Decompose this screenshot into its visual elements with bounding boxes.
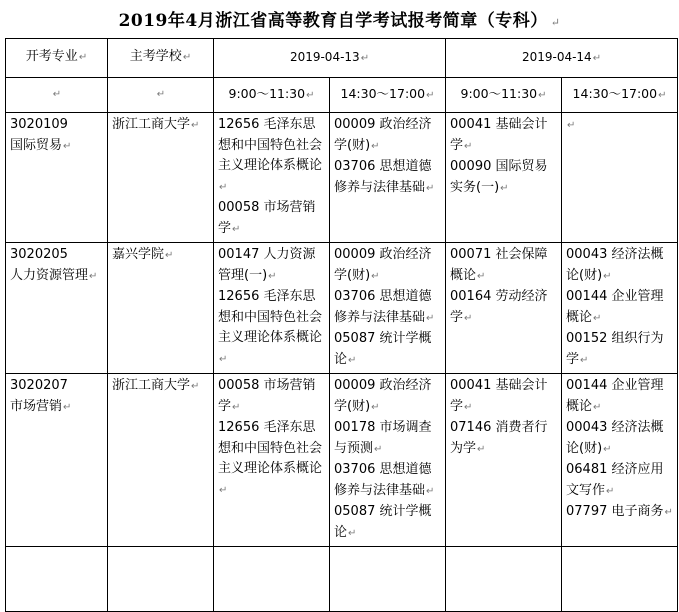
course-entry: 00071 社会保障概论↵ — [450, 247, 548, 283]
course-entry: 00178 市场调查与预测↵ — [334, 420, 432, 456]
course-entry: 03706 思想道德修养与法律基础↵ — [334, 289, 435, 325]
header-date-1: 2019-04-13↵ — [214, 39, 446, 78]
exam-cell-d1-pm — [330, 243, 446, 374]
paragraph-mark-icon: ↵ — [89, 270, 98, 282]
paragraph-mark-icon: ↵ — [191, 381, 200, 392]
paragraph-mark-icon: ↵ — [371, 270, 380, 282]
exam-cell-d1-am — [214, 374, 330, 547]
course-entry: 12656 毛泽东思想和中国特色社会主义理论体系概论↵ — [218, 289, 323, 365]
paragraph-mark-icon: ↵ — [191, 120, 200, 131]
major-name: 市场营销↵ — [10, 398, 72, 414]
paragraph-mark-icon: ↵ — [426, 182, 435, 194]
paragraph-mark-icon: ↵ — [603, 270, 612, 282]
course-entry: 00009 政治经济学(财)↵ — [334, 247, 432, 283]
course-entry: 00147 人力资源管理(一)↵ — [218, 247, 316, 283]
course-entry: 00164 劳动经济学↵ — [450, 289, 548, 325]
course-entry: 07146 消费者行为学↵ — [450, 420, 548, 456]
paragraph-mark-icon: ↵ — [658, 89, 667, 101]
header-row-dates — [6, 39, 678, 78]
paragraph-mark-icon: ↵ — [348, 354, 357, 366]
paragraph-mark-icon: ↵ — [165, 250, 174, 261]
exam-cell-d2-pm — [562, 113, 678, 243]
exam-cell-d1-am — [214, 113, 330, 243]
course-entry: 00043 经济法概论(财)↵ — [566, 420, 664, 456]
table-row — [6, 243, 678, 374]
header-row-times — [6, 78, 678, 113]
paragraph-mark-icon: ↵ — [360, 52, 370, 64]
course-entry: 00041 基础会计学↵ — [450, 378, 548, 414]
paragraph-mark-icon: ↵ — [500, 182, 509, 194]
paragraph-mark-icon: ↵ — [426, 89, 435, 101]
paragraph-mark-icon: ↵ — [593, 312, 602, 324]
header-time-d1-am: 9:00～11:30↵ — [214, 78, 330, 113]
paragraph-mark-icon: ↵ — [306, 89, 315, 101]
paragraph-mark-icon: ↵ — [182, 52, 192, 64]
school-cell — [108, 243, 214, 374]
header-time-d1-pm: 14:30～17:00↵ — [330, 78, 446, 113]
major-cell — [6, 113, 108, 243]
table-body — [6, 113, 678, 547]
major-code: 3020109 — [10, 117, 68, 132]
course-entry: 00144 企业管理概论↵ — [566, 289, 664, 325]
school-name: 嘉兴学院↵ — [112, 247, 174, 262]
paragraph-mark-icon: ↵ — [550, 16, 561, 29]
major-cell — [6, 243, 108, 374]
exam-cell-d2-pm — [562, 243, 678, 374]
paragraph-mark-icon: ↵ — [580, 354, 589, 366]
school-name: 浙江工商大学↵ — [112, 378, 200, 393]
title-text: 2019年4月浙江省高等教育自学考试报考简章（专科） — [118, 11, 548, 31]
table-row-partial — [6, 547, 678, 612]
paragraph-mark-icon: ↵ — [156, 89, 166, 101]
paragraph-mark-icon: ↵ — [603, 443, 612, 455]
paragraph-mark-icon: ↵ — [371, 401, 380, 413]
paragraph-mark-icon: ↵ — [371, 140, 380, 152]
paragraph-mark-icon: ↵ — [538, 89, 547, 101]
exam-schedule-table — [5, 38, 678, 612]
header-major-blank — [6, 78, 108, 113]
course-entry: 03706 思想道德修养与法律基础↵ — [334, 462, 435, 498]
major-name: 人力资源管理↵ — [10, 267, 98, 283]
course-entry: 00152 组织行为学↵ — [566, 331, 664, 367]
header-school-blank — [108, 78, 214, 113]
course-entry: 00043 经济法概论(财)↵ — [566, 247, 664, 283]
course-entry: 12656 毛泽东思想和中国特色社会主义理论体系概论↵ — [218, 117, 323, 193]
exam-cell-d2-pm — [562, 374, 678, 547]
school-cell — [108, 374, 214, 547]
paragraph-mark-icon: ↵ — [664, 507, 673, 518]
course-entry: 00009 政治经济学(财)↵ — [334, 378, 432, 414]
course-entry: 00058 市场营销学↵ — [218, 378, 316, 414]
paragraph-mark-icon: ↵ — [348, 527, 357, 539]
course-entry: 05087 统计学概论↵ — [334, 331, 432, 367]
school-name: 浙江工商大学↵ — [112, 117, 200, 132]
course-entry: 06481 经济应用文写作↵ — [566, 462, 664, 498]
paragraph-mark-icon: ↵ — [219, 181, 228, 193]
paragraph-mark-icon: ↵ — [477, 270, 486, 282]
exam-cell-d2-am — [446, 243, 562, 374]
paragraph-mark-icon: ↵ — [592, 52, 602, 64]
major-code: 3020207 — [10, 378, 68, 393]
paragraph-mark-icon: ↵ — [464, 312, 473, 324]
paragraph-mark-icon: ↵ — [567, 120, 576, 131]
exam-cell-d2-am — [446, 113, 562, 243]
paragraph-mark-icon: ↵ — [232, 401, 241, 413]
exam-cell-d1-pm — [330, 374, 446, 547]
paragraph-mark-icon: ↵ — [477, 443, 486, 455]
table-row — [6, 113, 678, 243]
paragraph-mark-icon: ↵ — [464, 401, 473, 413]
exam-cell-d1-pm — [330, 113, 446, 243]
paragraph-mark-icon: ↵ — [268, 270, 277, 282]
course-entry: 03706 思想道德修养与法律基础↵ — [334, 159, 435, 195]
paragraph-mark-icon: ↵ — [426, 312, 435, 324]
paragraph-mark-icon: ↵ — [219, 353, 228, 365]
exam-cell-d1-am — [214, 243, 330, 374]
header-time-d2-am: 9:00～11:30↵ — [446, 78, 562, 113]
course-entry: 00009 政治经济学(财)↵ — [334, 117, 432, 153]
course-entry: 12656 毛泽东思想和中国特色社会主义理论体系概论↵ — [218, 420, 323, 496]
school-cell — [108, 113, 214, 243]
course-entry: 05087 统计学概论↵ — [334, 504, 432, 540]
course-entry: 00144 企业管理概论↵ — [566, 378, 664, 414]
paragraph-mark-icon: ↵ — [374, 443, 383, 455]
major-code: 3020205 — [10, 247, 68, 262]
paragraph-mark-icon: ↵ — [606, 485, 615, 497]
course-entry: 00058 市场营销学↵ — [218, 200, 316, 236]
major-cell — [6, 374, 108, 547]
major-name: 国际贸易↵ — [10, 137, 72, 153]
course-entry: 07797 电子商务↵ — [566, 504, 673, 519]
paragraph-mark-icon: ↵ — [593, 401, 602, 413]
paragraph-mark-icon: ↵ — [464, 140, 473, 152]
paragraph-mark-icon: ↵ — [78, 52, 88, 64]
document-title — [0, 6, 679, 31]
header-major: 开考专业↵ — [6, 39, 108, 78]
course-entry: 00041 基础会计学↵ — [450, 117, 548, 153]
exam-cell-d2-am — [446, 374, 562, 547]
course-entry: 00090 国际贸易实务(一)↵ — [450, 159, 548, 195]
paragraph-mark-icon: ↵ — [232, 223, 241, 235]
header-date-2: 2019-04-14↵ — [446, 39, 678, 78]
header-school: 主考学校↵ — [108, 39, 214, 78]
paragraph-mark-icon: ↵ — [63, 140, 72, 152]
paragraph-mark-icon: ↵ — [52, 89, 62, 101]
paragraph-mark-icon: ↵ — [63, 401, 72, 413]
paragraph-mark-icon: ↵ — [426, 485, 435, 497]
header-time-d2-pm: 14:30～17:00↵ — [562, 78, 678, 113]
paragraph-mark-icon: ↵ — [219, 484, 228, 496]
table-row — [6, 374, 678, 547]
